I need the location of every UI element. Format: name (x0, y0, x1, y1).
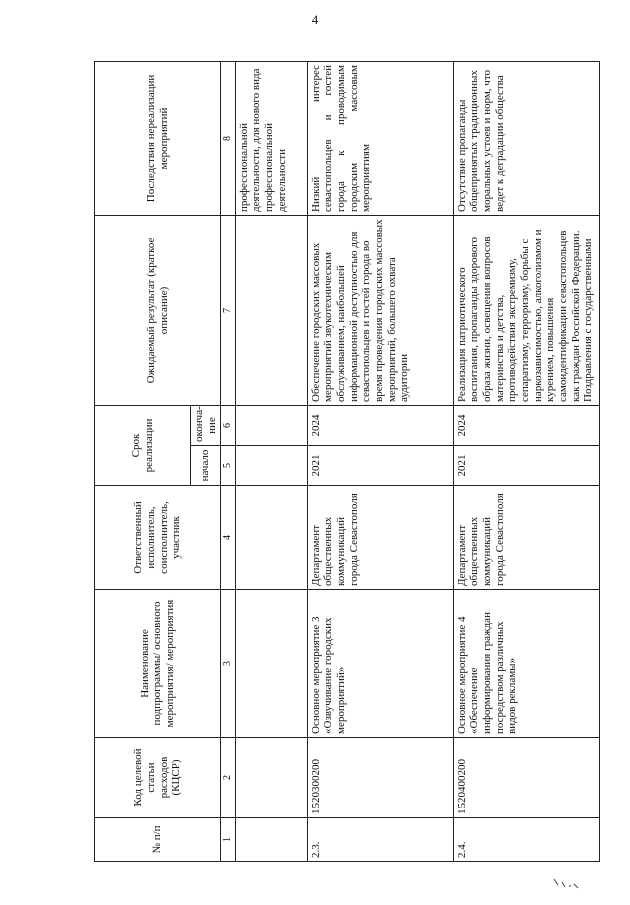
row-end: 2024 (453, 405, 599, 445)
table-row (453, 61, 599, 861)
scan-marks (552, 876, 582, 894)
header-consequence: Последствия нереализации мероприятий (95, 61, 221, 215)
carry-over-consequence: профессиональной деятельности, для нового вида профессиональной деятельности (235, 61, 307, 215)
row-executor: Департамент общественных коммуникаций города Севастополя (453, 486, 599, 590)
col-number: 5 (221, 446, 236, 486)
col-number: 2 (221, 738, 236, 818)
row-result: Обеспечение городских массовых мероприятий звукотехническим обслуживанием, наибольшей информационной доступностью для севастопольцев и гостей города во время проведения городских массовых мероприятий, большего охвата аудитории (307, 215, 453, 405)
header-term: Срок реализации (95, 405, 191, 485)
col-number: 8 (221, 61, 236, 215)
row-consequence: Отсутствие пропаганды общепринятых традиционных моральных устоев и норм, что ведет к деградации общества (453, 61, 599, 215)
row-name: Основное мероприятие 3 «Озвучивание городских мероприятий» (307, 590, 453, 738)
col-number: 4 (221, 486, 236, 590)
rotated-table-container (94, 62, 595, 862)
header-code: Код целевой статьи расходов (КЦСР) (95, 738, 221, 818)
row-end: 2024 (307, 405, 453, 445)
carry-over-row (235, 61, 307, 861)
table-row (307, 61, 453, 861)
header-result: Ожидаемый результат (краткое описание) (95, 215, 221, 405)
header-name: Наименование подпрограммы/ основного мероприятия/ мероприятия (95, 590, 221, 738)
header-num: № п/п (95, 818, 221, 862)
col-number: 7 (221, 215, 236, 405)
row-executor: Департамент общественных коммуникаций города Севастополя (307, 486, 453, 590)
row-name: Основное мероприятие 4 «Обеспечение информирования граждан посредством различных видов рекламы» (453, 590, 599, 738)
header-end: оконча-ние (191, 405, 221, 445)
header-row (95, 61, 191, 861)
col-number: 3 (221, 590, 236, 738)
row-result: Реализация патриотического воспитания, пропаганды здорового образа жизни, освещения вопросов материнства и детства, противодействия экстремизму, сепаратизму, терроризму, борьбы с наркозависимостью, алкоголизмом и курением, повышения самоидентификации севастопольцев как граждан Российской Федерации. Поздравления с государственными (453, 215, 599, 405)
col-number: 6 (221, 405, 236, 445)
header-start: начало (191, 446, 221, 486)
column-number-row (221, 61, 236, 861)
page-number: 4 (311, 12, 319, 27)
row-code: 1520400200 (453, 738, 599, 818)
col-number: 1 (221, 818, 236, 862)
row-start: 2021 (453, 446, 599, 486)
row-code: 1520300200 (307, 738, 453, 818)
row-start: 2021 (307, 446, 453, 486)
row-num: 2.3. (307, 818, 453, 862)
program-table (94, 61, 600, 862)
row-consequence: Низкий интерес севастопольцев и гостей города к проводимым городским массовым мероприятиям (307, 61, 453, 215)
header-executor: Ответственный исполнитель, соисполнитель, участник (95, 486, 221, 590)
row-num: 2.4. (453, 818, 599, 862)
